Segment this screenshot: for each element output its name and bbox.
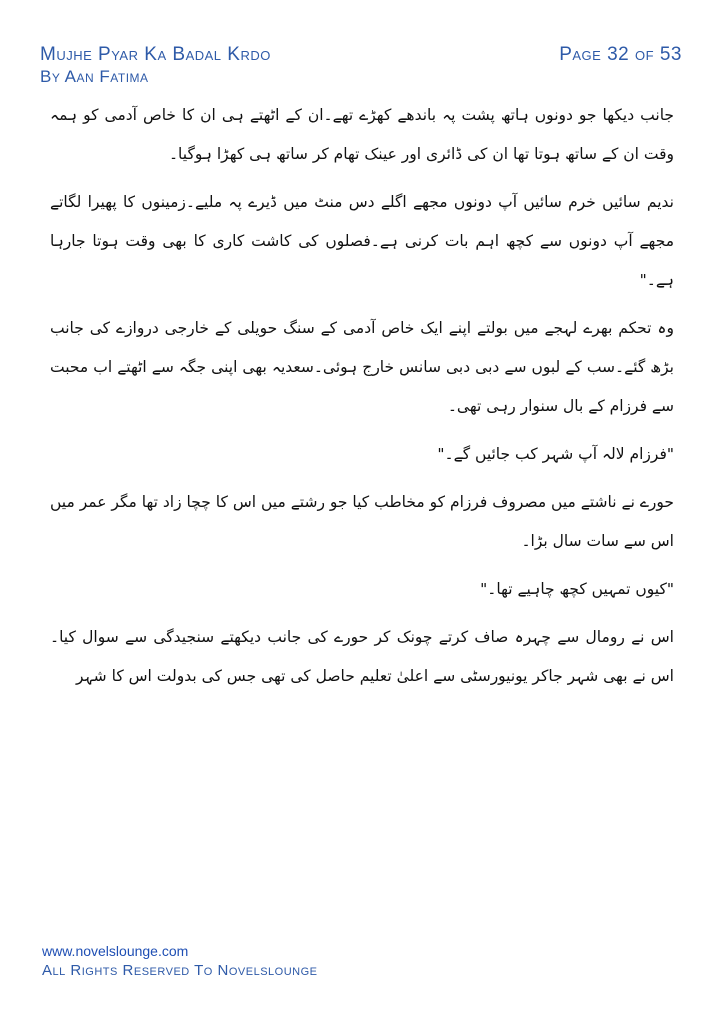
paragraph-3: وہ تحکم بھرے لہجے میں بولتے اپنے ایک خاص آدمی کے سنگ حویلی کے خارجی دروازے کی جانب بڑھ گئے۔سب کے لبوں سے دبی دبی سانس خارج ہوئی۔سعدیہ بھی اپنی جگہ سے اٹھتے اب محبت سے فرزام کے بال سنوار رہی تھی۔ xyxy=(50,319,674,415)
paragraph-2: ندیم سائیں خرم سائیں آپ دونوں مجھے اگلے دس منٹ میں ڈیرے پہ ملیے۔زمینوں کا پھیرا لگاتے مجھے آپ دونوں سے کچھ اہم بات کرنی ہے۔فصلوں کی کاشت کاری کا بھی وقت ہوتا جارہا ہے۔" xyxy=(50,193,674,289)
website-link[interactable]: www.novelslounge.com xyxy=(42,943,189,959)
paragraph-4: "فرزام لالہ آپ شہر کب جائیں گے۔" xyxy=(437,445,674,463)
paragraph-5: حورے نے ناشتے میں مصروف فرزام کو مخاطب کیا جو رشتے میں اس کا چچا زاد تھا مگر عمر میں اس سے سات سال بڑا۔ xyxy=(50,493,674,550)
paragraph-7: اس نے رومال سے چہرہ صاف کرتے چونک کر حورے کی جانب دیکھتے سنجیدگی سے سوال کیا۔اس نے بھی شہر جاکر یونیورسٹی سے اعلیٰ تعلیم حاصل کی تھی جس کی بدولت اس کا شہر xyxy=(50,628,674,685)
novel-title: Mujhe Pyar Ka Badal Krdo xyxy=(40,44,271,65)
author-line: By Aan Fatima xyxy=(40,67,149,86)
paragraph-1: جانب دیکھا جو دونوں ہاتھ پشت پہ باندھے کھڑے تھے۔ان کے اٹھتے ہی ان کا خاص آدمی کو ہمہ وقت ان کے ساتھ ہوتا تھا ان کی ڈائری اور عینک تھام کر ساتھ ہی کھڑا ہوگیا۔ xyxy=(50,106,674,163)
page-body xyxy=(50,96,674,705)
page-indicator: Page 32 of 53 xyxy=(559,44,682,65)
paragraph-6: "کیوں تمہیں کچھ چاہیے تھا۔" xyxy=(480,580,674,598)
rights-notice: All Rights Reserved To Novelslounge xyxy=(42,962,318,979)
